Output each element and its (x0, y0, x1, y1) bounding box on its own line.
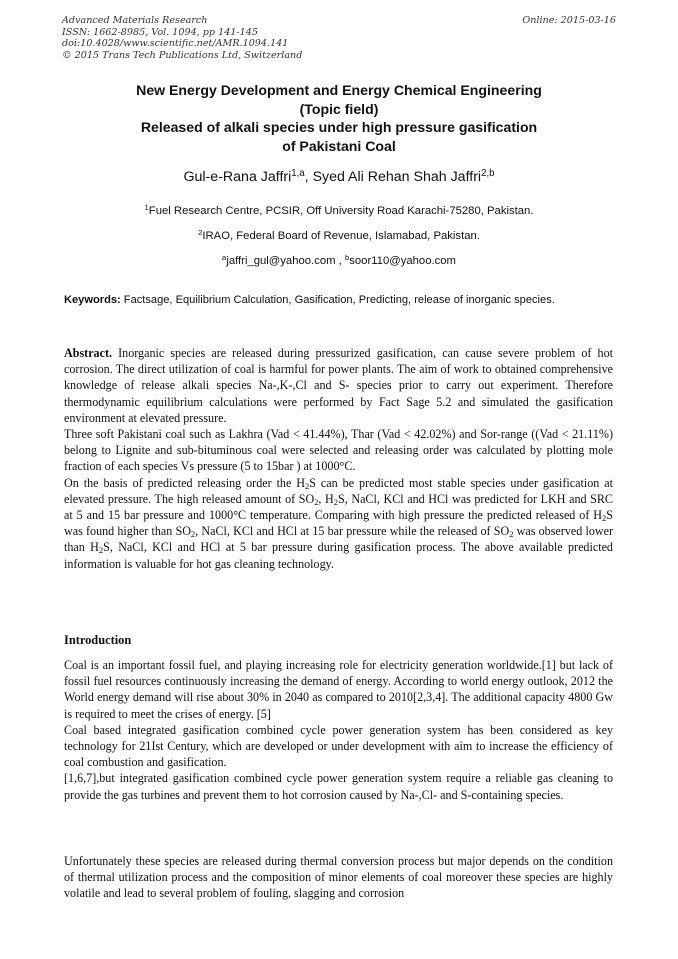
abstract-text: S was found higher than SO (64, 508, 613, 539)
keywords (64, 292, 613, 308)
subscript: 2 (305, 480, 310, 491)
subscript: 2 (98, 545, 104, 556)
author-superscript: 2,b (481, 168, 495, 180)
abstract (64, 345, 613, 572)
title-line: (Topic field) (299, 100, 379, 117)
introduction-paragraph: Coal is an important fossil fuel, and playing increasing role for electricity generation worldwide.[1] but lack of fossil fuel resources continuously increasing the demand of energy. According to world energy outlook, 2012 the World energy demand will rise about 30% in 2040 as compared to 2010[2,3,4]. The additional capacity 4800 Gw is required to meet the crises of energy. [5] (64, 658, 613, 721)
email-address: soor110@yahoo.com (349, 255, 456, 267)
email-marker: b (344, 253, 350, 263)
title-line: of Pakistani Coal (282, 137, 396, 154)
introduction-paragraph: Unfortunately these species are released during thermal conversion process but major depends on the condition of thermal utilization process and the composition of minor elements of coal moreover these species are highly volatile and lead to several problem of fouling, slagging and corrosion (64, 854, 613, 901)
title-line: New Energy Development and Energy Chemical Engineering (136, 82, 542, 98)
journal-issn: ISSN: 1662-8985, Vol. 1094, pp 141-145 (62, 26, 258, 38)
affiliation (62, 205, 616, 217)
subscript: 2 (190, 529, 196, 540)
abstract-text: , H (318, 491, 334, 506)
email-line (62, 255, 616, 267)
paper-title (62, 81, 616, 155)
author-name: Gul-e-Rana Jaffri (183, 169, 292, 185)
abstract-text: Inorganic species are released during pressurized gasification, can cause severe problem of hot corrosion. The direct utilization of coal is harmful for power plants. The aim of work to obtained comprehensive knowledge of release alkali species Na-,K-,Cl and S- species prior to carry out experiment. Therefore thermodynamic equilibrium calculations were performed by Fact Sage 5.2 and simulated the gasification environment at elevated pressure. (64, 346, 613, 425)
author-list (62, 169, 616, 185)
section-heading-introduction: Introduction (64, 633, 132, 647)
introduction-paragraph: [1,6,7],but integrated gasification combined cycle power generation system require a reliable gas cleaning to provide the gas turbines and prevent them to hot corrosion caused by Na-,Cl- and S-containing species. (64, 771, 613, 802)
author-separator: , (304, 169, 313, 185)
keywords-label: Keywords: (64, 294, 121, 306)
introduction-body (64, 853, 613, 902)
affiliation-marker: 2 (198, 228, 203, 238)
introduction-body (64, 657, 613, 803)
subscript: 2 (602, 513, 607, 524)
journal-header (62, 15, 302, 61)
affiliation (62, 230, 616, 242)
abstract-text: S, NaCl, KCl and HCl was predicted for LKH and SRC at 5 and 15 bar pressure and 1000°C temperature. Comparing with high pressure the predicted released of H (64, 491, 613, 523)
journal-name: Advanced Materials Research (62, 15, 208, 26)
author-name: Syed Ali Rehan Shah Jaffri (312, 169, 482, 185)
email-marker: a (222, 253, 227, 263)
affiliation-marker: 1 (144, 203, 149, 213)
subscript: 2 (509, 529, 514, 540)
abstract-text: S, NaCl, KCl and HCl at 5 bar pressure during gasification process. The above available predicted information is valuable for hot gas cleaning technology. (64, 540, 613, 571)
keywords-text: Factsage, Equilibrium Calculation, Gasification, Predicting, release of inorganic species. (120, 294, 555, 306)
title-line: Released of alkali species under high pressure gasification (140, 119, 538, 135)
abstract-text: was observed lower than H (64, 524, 613, 555)
introduction-paragraph: Coal based integrated gasification combined cycle power generation system has been considered as key technology for 21Ist Century, which are developed or under development with aim to increase the efficiency of coal combustion and gasification. (64, 722, 613, 770)
abstract-text: S can be predicted most stable species under gasification at elevated pressure. The high released amount of SO (64, 475, 613, 506)
abstract-label: Abstract. (64, 346, 113, 360)
abstract-paragraph (64, 475, 613, 572)
email-address: jaffri_gul@yahoo.com , (226, 255, 342, 267)
affiliation-text: Fuel Research Centre, PCSIR, Off University Road Karachi-75280, Pakistan. (148, 205, 534, 217)
affiliation-text: IRAO, Federal Board of Revenue, Islamabad, Pakistan. (202, 230, 480, 242)
online-date: Online: 2015-03-16 (522, 15, 616, 26)
abstract-text: , NaCl, KCl and HCl at 15 bar pressure while the released of SO (195, 524, 510, 539)
journal-doi: doi:10.4028/www.scientific.net/AMR.1094.141 (62, 38, 289, 49)
abstract-text: On the basis of predicted releasing order the H (64, 475, 306, 490)
author-superscript: 1,a (291, 168, 305, 180)
abstract-paragraph: Three soft Pakistani coal such as Lakhra (Vad < 41.44%), Thar (Vad < 42.02%) and Sor-range ((Vad < 21.11%) belong to Lignite and sub-bituminous coal were selected and releasing order was calculated by plotting mole fraction of each species Vs pressure (5 to 15bar ) at 1000°C. (64, 427, 613, 474)
journal-copyright: © 2015 Trans Tech Publications Ltd, Switzerland (62, 49, 303, 61)
subscript: 2 (333, 496, 338, 507)
abstract-paragraph (64, 345, 613, 426)
subscript: 2 (314, 496, 319, 507)
